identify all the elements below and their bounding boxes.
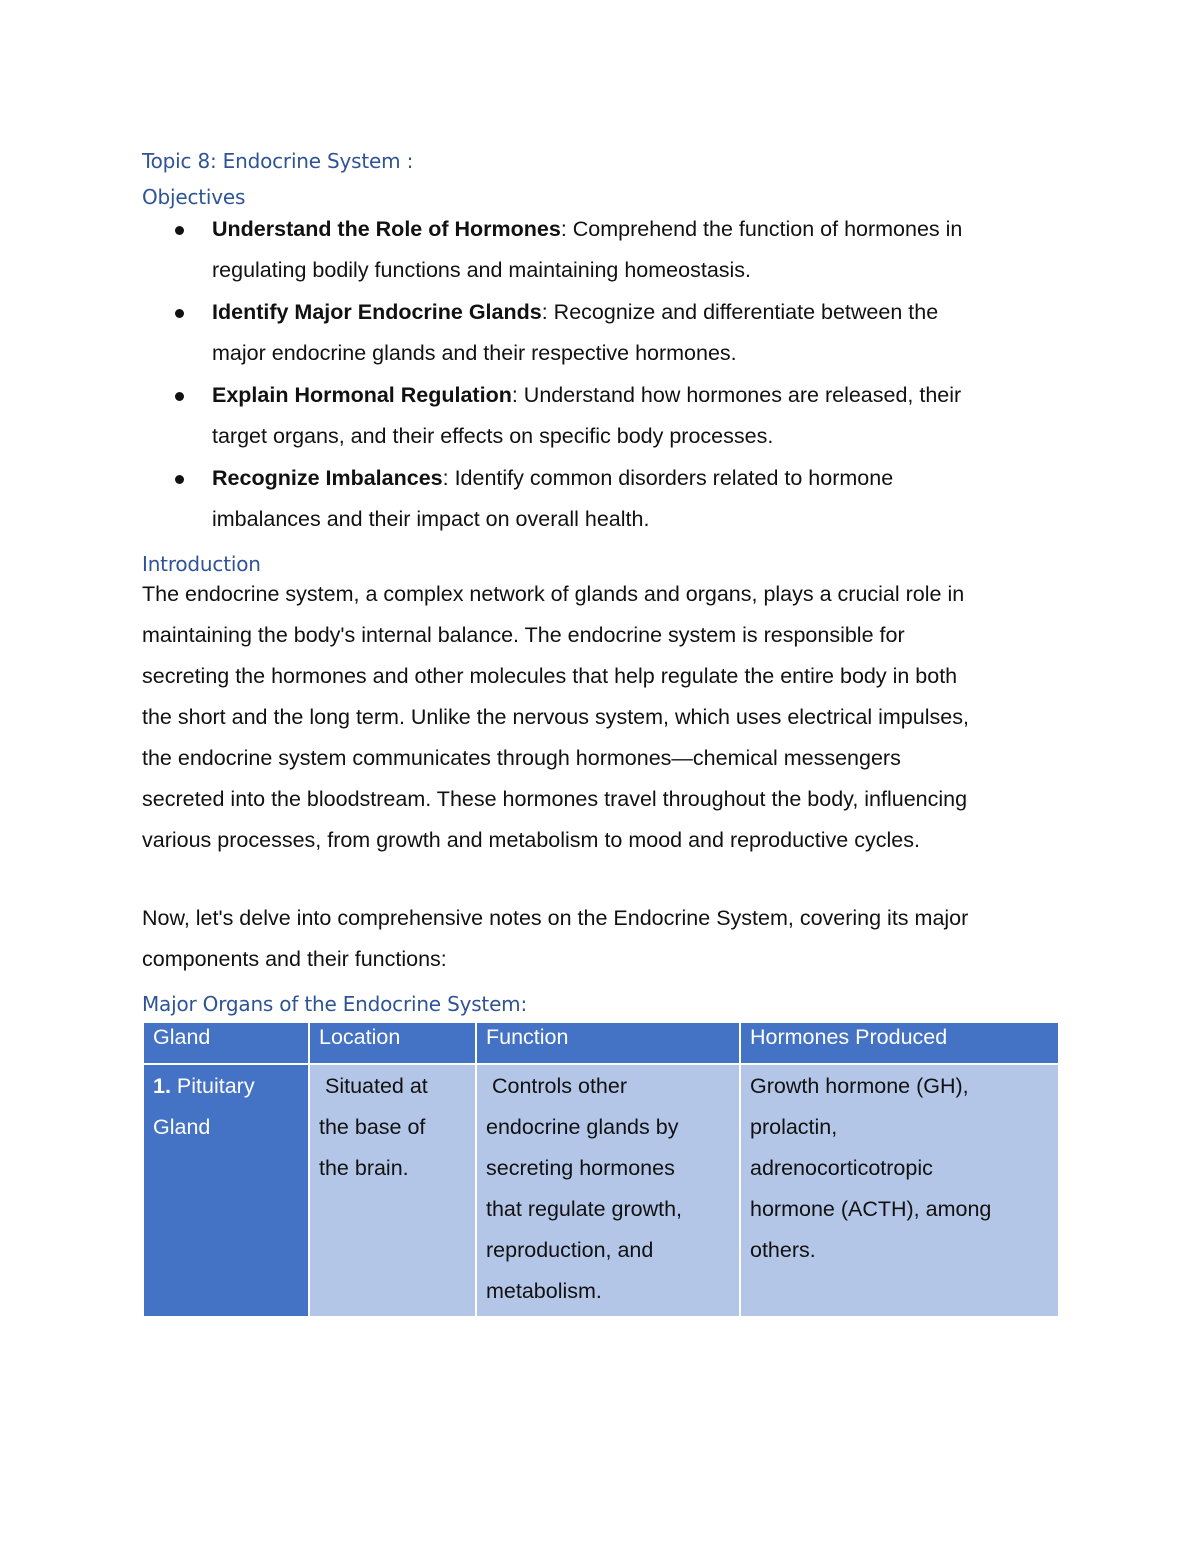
objective-line — [212, 292, 1062, 333]
objective-bold: Understand the Role of Hormones — [212, 217, 561, 241]
objective-line — [212, 458, 1062, 499]
page-title: Topic 8: Endocrine System : — [142, 149, 414, 173]
cell-line: endocrine glands by — [486, 1115, 679, 1139]
bullet-icon — [175, 226, 184, 235]
header-hormones: Hormones Produced — [740, 1022, 1059, 1064]
cell-line: hormone (ACTH), among — [750, 1197, 992, 1221]
gland-cell — [143, 1064, 309, 1317]
objective-line: regulating bodily functions and maintaining homeostasis. — [212, 258, 752, 282]
introduction-heading: Introduction — [142, 552, 261, 576]
bullet-icon — [175, 309, 184, 318]
objectives-heading: Objectives — [142, 185, 246, 209]
objective-item — [142, 458, 1062, 540]
header-location: Location — [309, 1022, 476, 1064]
paragraph-line: the short and the long term. Unlike the nervous system, which uses electrical impulses, — [142, 705, 969, 729]
delve-paragraph — [142, 898, 1062, 980]
header-gland: Gland — [143, 1022, 309, 1064]
hormones-cell — [740, 1064, 1059, 1317]
cell-line: others. — [750, 1238, 816, 1262]
cell-line: adrenocorticotropic — [750, 1156, 933, 1180]
objective-line: major endocrine glands and their respective hormones. — [212, 341, 737, 365]
cell-line — [153, 1066, 299, 1107]
cell-line: metabolism. — [486, 1279, 602, 1303]
bullet-icon — [175, 475, 184, 484]
cell-line: secreting hormones — [486, 1156, 675, 1180]
paragraph-line: secreted into the bloodstream. These hormones travel throughout the body, influencing — [142, 787, 968, 811]
cell-line: reproduction, and — [486, 1238, 654, 1262]
objective-text: : Understand how hormones are released, their — [511, 383, 962, 407]
paragraph-line: maintaining the body's internal balance. The endocrine system is responsible for — [142, 623, 905, 647]
objective-item — [142, 292, 1062, 374]
cell-line: prolactin, — [750, 1115, 838, 1139]
objective-bold: Identify Major Endocrine Glands — [212, 300, 542, 324]
paragraph-line: Now, let's delve into comprehensive notes on the Endocrine System, covering its major — [142, 906, 969, 930]
paragraph-line: various processes, from growth and metabolism to mood and reproductive cycles. — [142, 828, 920, 852]
paragraph-line: components and their functions: — [142, 947, 447, 971]
table-heading: Major Organs of the Endocrine System: — [142, 992, 527, 1016]
cell-line: the brain. — [319, 1156, 409, 1180]
paragraph-line: The endocrine system, a complex network of glands and organs, plays a crucial role in — [142, 582, 965, 606]
cell-line: that regulate growth, — [486, 1197, 683, 1221]
objective-item — [142, 209, 1062, 291]
gland-number: 1. — [153, 1074, 171, 1098]
objective-text: : Recognize and differentiate between the — [541, 300, 939, 324]
paragraph-line: secreting the hormones and other molecules that help regulate the entire body in both — [142, 664, 958, 688]
objective-line: imbalances and their impact on overall health. — [212, 507, 650, 531]
paragraph-line: the endocrine system communicates through hormones—chemical messengers — [142, 746, 901, 770]
gland-name: Pituitary — [170, 1074, 255, 1098]
cell-line: Gland — [153, 1115, 211, 1139]
table-row — [143, 1064, 1059, 1317]
objective-line — [212, 209, 1062, 250]
objective-bold: Explain Hormonal Regulation — [212, 383, 512, 407]
objective-text: : Identify common disorders related to hormone — [442, 466, 894, 490]
introduction-paragraph — [142, 574, 1062, 861]
endocrine-organs-table — [142, 1021, 1060, 1318]
header-function: Function — [476, 1022, 740, 1064]
cell-line: Growth hormone (GH), — [750, 1074, 969, 1098]
cell-line: Situated at — [319, 1074, 428, 1098]
objective-text: : Comprehend the function of hormones in — [560, 217, 963, 241]
cell-line: Controls other — [486, 1074, 628, 1098]
objective-line: target organs, and their effects on specific body processes. — [212, 424, 774, 448]
table-header-row — [143, 1022, 1059, 1064]
objectives-list — [142, 209, 1062, 541]
objective-bold: Recognize Imbalances — [212, 466, 443, 490]
cell-line: the base of — [319, 1115, 426, 1139]
location-cell — [309, 1064, 476, 1317]
bullet-icon — [175, 392, 184, 401]
objective-item — [142, 375, 1062, 457]
objective-line — [212, 375, 1062, 416]
function-cell — [476, 1064, 740, 1317]
